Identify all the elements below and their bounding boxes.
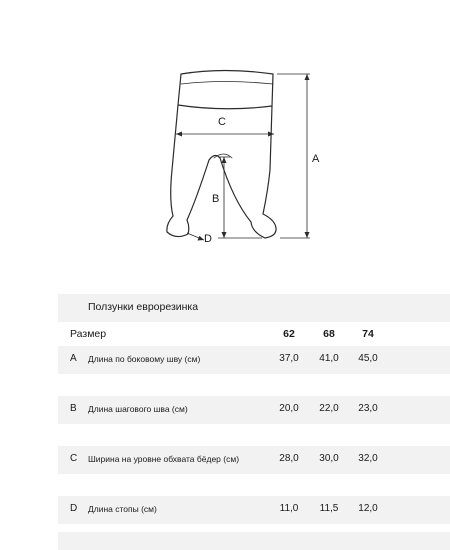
table-header-row	[58, 322, 450, 346]
row-parameter: Длина по боковому шву (см)	[88, 354, 201, 364]
table-row	[58, 524, 450, 532]
row-parameter: Длина шагового шва (см)	[88, 404, 188, 414]
table-row	[58, 496, 450, 524]
row-letter: C	[70, 453, 78, 464]
size-header-68: 68	[323, 328, 335, 340]
row-letter: B	[70, 403, 77, 414]
row-value-62: 28,0	[279, 453, 299, 464]
row-value-74: 23,0	[358, 403, 378, 414]
table-title-row	[58, 294, 450, 322]
table-footer-row	[58, 532, 450, 550]
row-value-68: 22,0	[319, 403, 339, 414]
row-value-68: 11,5	[319, 503, 339, 514]
row-value-62: 37,0	[279, 353, 299, 364]
row-value-74: 45,0	[358, 353, 378, 364]
waistband-seam	[181, 82, 273, 85]
label-b: B	[212, 193, 220, 205]
table-row	[58, 474, 450, 496]
row-value-62: 11,0	[279, 503, 299, 514]
label-c: C	[218, 116, 226, 128]
label-a: A	[312, 153, 320, 165]
size-header-62: 62	[283, 328, 295, 340]
table-row	[58, 446, 450, 474]
label-d: D	[204, 233, 212, 245]
row-parameter: Ширина на уровне обхвата бёдер (см)	[88, 454, 240, 464]
garment-diagram	[0, 0, 450, 260]
size-header-label: Размер	[70, 328, 107, 340]
row-letter: A	[70, 353, 77, 364]
row-value-68: 30,0	[319, 453, 339, 464]
row-parameter: Длина стопы (см)	[88, 504, 157, 514]
table-row	[58, 396, 450, 424]
waistband-outline	[178, 71, 273, 109]
table-row	[58, 346, 450, 374]
row-value-68: 41,0	[319, 353, 339, 364]
table-title: Ползунки еврорезинка	[88, 301, 199, 313]
table-row	[58, 424, 450, 446]
row-value-74: 12,0	[358, 503, 378, 514]
table-row	[58, 374, 450, 396]
row-value-62: 20,0	[279, 403, 299, 414]
size-header-74: 74	[362, 328, 374, 340]
row-value-74: 32,0	[358, 453, 378, 464]
row-letter: D	[70, 503, 78, 514]
